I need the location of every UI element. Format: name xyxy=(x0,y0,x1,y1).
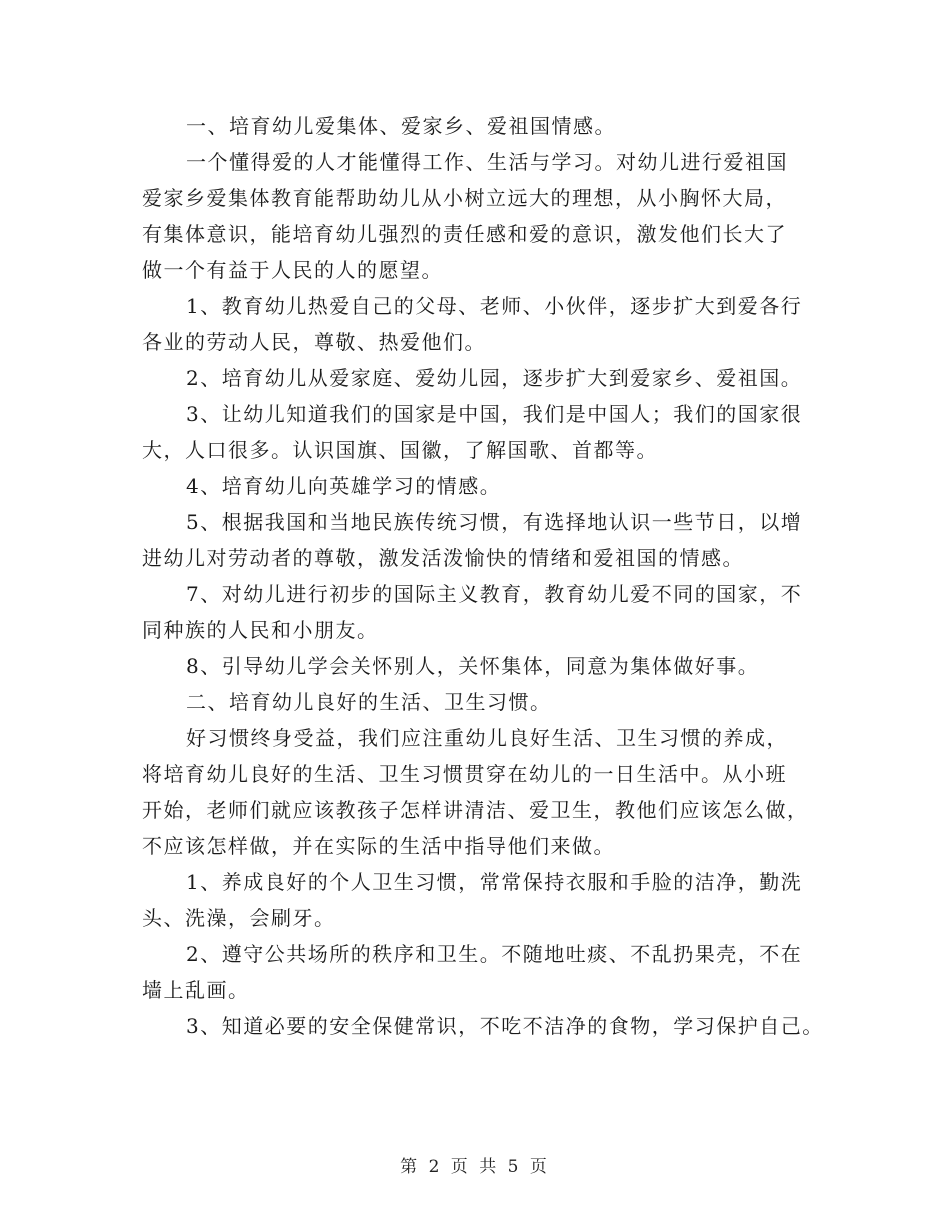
section-heading-1: 一、培育幼儿爱集体、爱家乡、爱祖国情感。 xyxy=(186,114,616,138)
paragraph-line: 将培育幼儿良好的生活、卫生习惯贯穿在幼儿的一日生活中。从小班 xyxy=(142,762,787,786)
list-item-line: 1、养成良好的个人卫生习惯，常常保持衣服和手脸的洁净，勤洗 xyxy=(186,870,803,894)
list-item-line: 3、让幼儿知道我们的国家是中国，我们是中国人；我们的国家很 xyxy=(186,402,803,426)
page-number-footer: 第 2 页 共 5 页 xyxy=(400,1157,550,1177)
list-item-line: 2、遵守公共场所的秩序和卫生。不随地吐痰、不乱扔果壳，不在 xyxy=(186,942,803,966)
list-item-line: 大，人口很多。认识国旗、国徽，了解国歌、首都等。 xyxy=(142,438,658,462)
list-item-line: 5、根据我国和当地民族传统习惯，有选择地认识一些节日，以增 xyxy=(186,510,803,534)
list-item-line: 7、对幼儿进行初步的国际主义教育，教育幼儿爱不同的国家，不 xyxy=(186,582,803,606)
paragraph-line: 开始，老师们就应该教孩子怎样讲清洁、爱卫生，教他们应该怎么做， xyxy=(142,798,809,822)
paragraph-line: 不应该怎样做，并在实际的生活中指导他们来做。 xyxy=(142,834,615,858)
document-body xyxy=(142,108,822,1044)
list-item-line: 4、培育幼儿向英雄学习的情感。 xyxy=(186,474,502,498)
list-item-line: 8、引导幼儿学会关怀别人，关怀集体，同意为集体做好事。 xyxy=(186,654,760,678)
list-item-line: 同种族的人民和小朋友。 xyxy=(142,618,379,642)
paragraph-line: 一个懂得爱的人才能懂得工作、生活与学习。对幼儿进行爱祖国 xyxy=(186,150,788,174)
paragraph-line: 爱家乡爱集体教育能帮助幼儿从小树立远大的理想，从小胸怀大局， xyxy=(142,186,787,210)
list-item-line: 1、教育幼儿热爱自己的父母、老师、小伙伴，逐步扩大到爱各行 xyxy=(186,294,803,318)
list-item-line: 2、培育幼儿从爱家庭、爱幼儿园，逐步扩大到爱家乡、爱祖国。 xyxy=(186,366,803,390)
list-item-line: 进幼儿对劳动者的尊敬，激发活泼愉快的情绪和爱祖国的情感。 xyxy=(142,546,744,570)
paragraph-line: 做一个有益于人民的人的愿望。 xyxy=(142,258,443,282)
list-item-line: 墙上乱画。 xyxy=(142,978,250,1002)
list-item-line: 头、洗澡，会刷牙。 xyxy=(142,906,336,930)
paragraph-line: 有集体意识，能培育幼儿强烈的责任感和爱的意识，激发他们长大了 xyxy=(142,222,787,246)
list-item-line: 各业的劳动人民，尊敬、热爱他们。 xyxy=(142,330,486,354)
paragraph-line: 好习惯终身受益，我们应注重幼儿良好生活、卫生习惯的养成， xyxy=(186,726,788,750)
section-heading-2: 二、培育幼儿良好的生活、卫生习惯。 xyxy=(186,690,552,714)
list-item-line: 3、知道必要的安全保健常识，不吃不洁净的食物，学习保护自己。 xyxy=(186,1014,824,1038)
